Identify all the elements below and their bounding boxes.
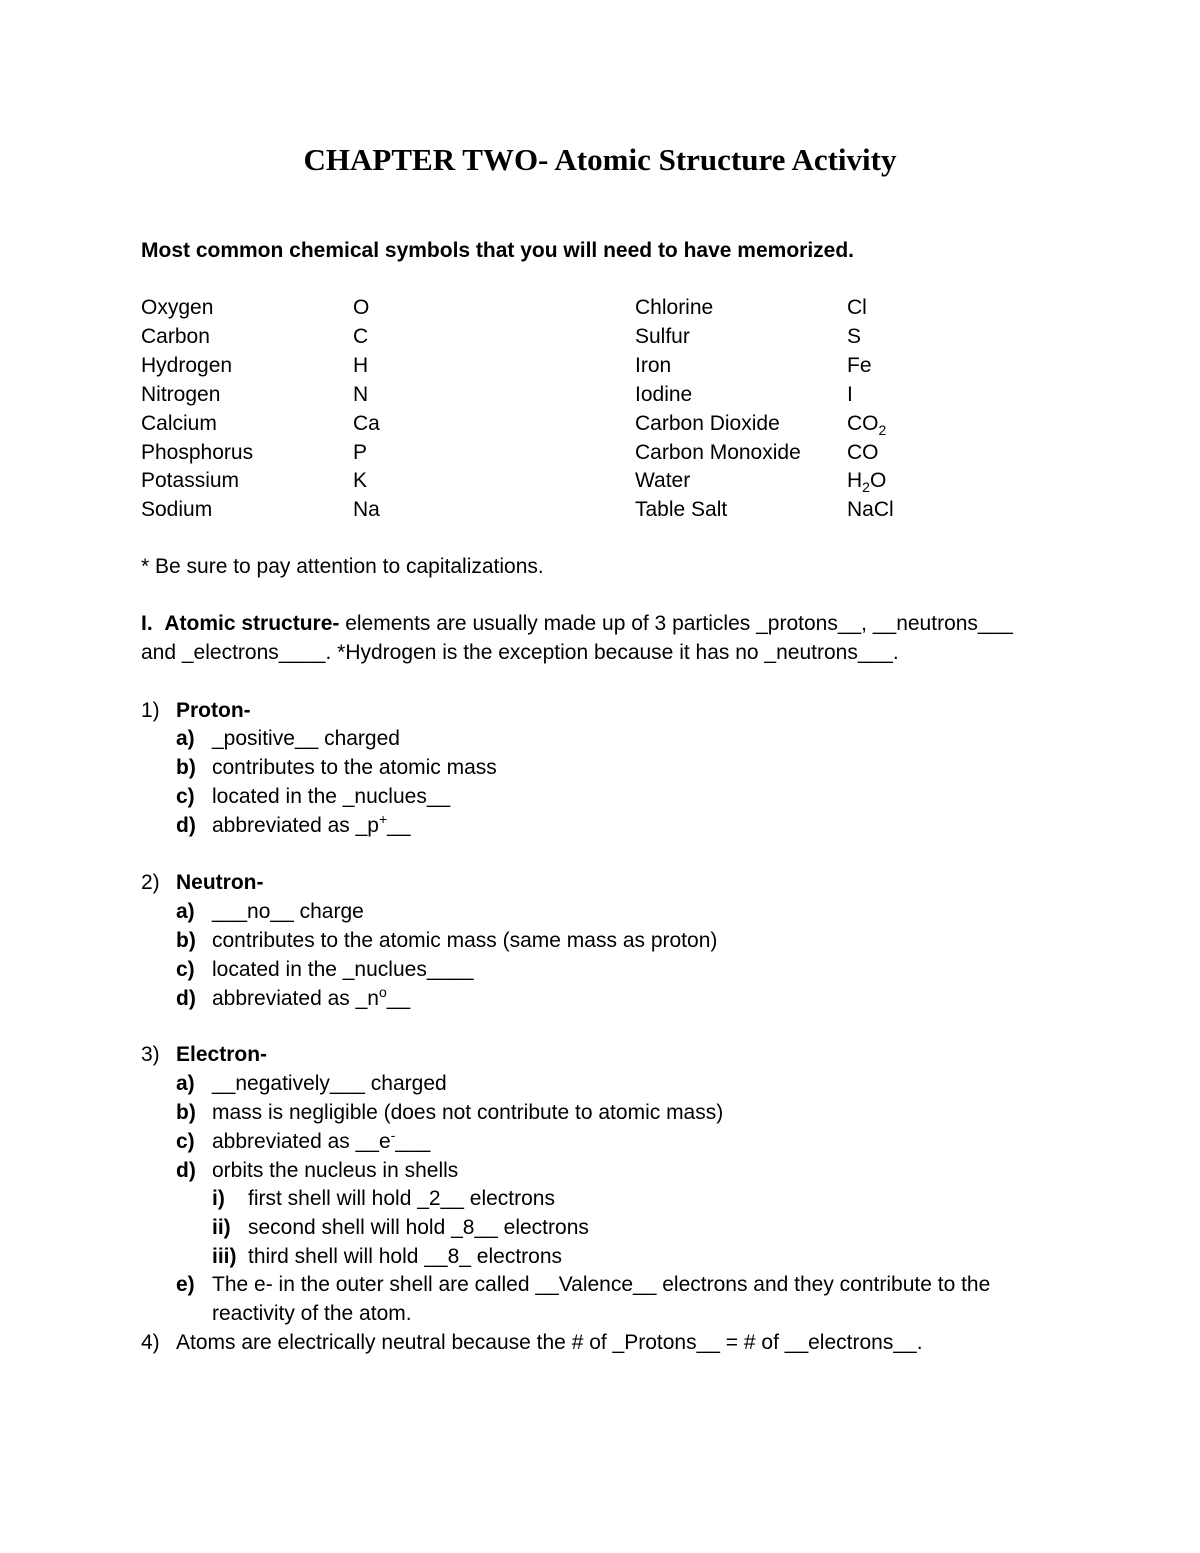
list-item: abbreviated as _p+__ xyxy=(212,811,411,837)
element-symbol: NaCl xyxy=(847,498,894,521)
element-name: Water xyxy=(635,469,691,492)
list-letter: c) xyxy=(176,1130,195,1153)
element-name: Potassium xyxy=(141,469,240,492)
list-item: __negatively___ charged xyxy=(212,1072,447,1095)
list-item: contributes to the atomic mass (same mass as proton) xyxy=(212,929,718,952)
list-item: abbreviated as $\_n^o\_\_$ xyxy=(212,984,411,1010)
list-letter: b) xyxy=(176,929,196,952)
list-letter: c) xyxy=(176,958,195,981)
section-text-line2: and _electrons____. *Hydrogen is the exception because it has no _neutrons___. xyxy=(141,641,899,664)
proton-heading: Proton- xyxy=(176,699,251,722)
list-roman: iii) xyxy=(212,1245,237,1268)
element-symbol: Fe xyxy=(847,354,872,377)
intro-text: Most common chemical symbols that you will need to have memorized. xyxy=(141,239,854,262)
list-item: first shell will hold _2__ electrons xyxy=(248,1187,555,1210)
list-roman: i) xyxy=(212,1187,225,1210)
element-symbol: $CO_2$ xyxy=(847,412,887,439)
element-name: Carbon xyxy=(141,325,210,348)
section-label: I. xyxy=(141,612,153,635)
element-symbol: N xyxy=(353,383,369,406)
element-name: Nitrogen xyxy=(141,383,221,406)
list-item: abbreviated as __e-___ xyxy=(212,1127,431,1153)
element-symbol: Ca xyxy=(353,412,380,435)
element-symbol: S xyxy=(847,325,862,348)
list-letter: a) xyxy=(176,900,195,923)
list-item: contributes to the atomic mass xyxy=(212,756,497,779)
list-letter: a) xyxy=(176,1072,195,1095)
list-item: orbits the nucleus in shells xyxy=(212,1159,459,1182)
element-symbol: C xyxy=(353,325,369,348)
list-item: third shell will hold __8_ electrons xyxy=(248,1245,563,1268)
list-number: 3) xyxy=(141,1043,160,1066)
element-symbol: P xyxy=(353,441,368,464)
list-letter: d) xyxy=(176,1159,196,1182)
list-letter: b) xyxy=(176,1101,196,1124)
element-symbol: $H_2O$ xyxy=(847,469,887,496)
element-name: Sodium xyxy=(141,498,213,521)
element-name: Carbon Dioxide xyxy=(635,412,780,435)
list-item: The e- in the outer shell are called __Valence__ electrons and they contribute to the xyxy=(212,1273,991,1296)
list-item: mass is negligible (does not contribute to atomic mass) xyxy=(212,1101,724,1124)
element-symbol: O xyxy=(353,296,370,319)
element-symbol: I xyxy=(847,383,853,406)
list-number: 1) xyxy=(141,699,160,722)
list-letter: c) xyxy=(176,785,195,808)
element-name: Chlorine xyxy=(635,296,714,319)
element-name: Hydrogen xyxy=(141,354,233,377)
section-heading: Atomic structure- xyxy=(164,612,340,635)
capitalization-note: * Be sure to pay attention to capitalizations. xyxy=(141,555,544,578)
neutron-heading: Neutron- xyxy=(176,871,264,894)
element-symbol: CO xyxy=(847,441,879,464)
section-text: elements are usually made up of 3 particles _protons__, __neutrons___ xyxy=(339,612,1013,635)
list-number: 2) xyxy=(141,871,160,894)
section-atomic-structure xyxy=(141,609,1013,638)
element-name: Table Salt xyxy=(635,498,728,521)
list-item: _positive__ charged xyxy=(212,727,400,750)
list-number: 4) xyxy=(141,1331,160,1354)
list-letter: d) xyxy=(176,814,196,837)
list-letter: e) xyxy=(176,1273,195,1296)
page-title: CHAPTER TWO- Atomic Structure Activity xyxy=(303,142,897,177)
list-item: ___no__ charge xyxy=(212,900,364,923)
element-symbol: Na xyxy=(353,498,380,521)
element-name: Oxygen xyxy=(141,296,214,319)
electron-heading: Electron- xyxy=(176,1043,268,1066)
element-symbol: H xyxy=(353,354,369,377)
list-letter: b) xyxy=(176,756,196,779)
element-name: Calcium xyxy=(141,412,217,435)
element-name: Carbon Monoxide xyxy=(635,441,801,464)
list-item: located in the _nuclues____ xyxy=(212,958,474,981)
element-name: Iodine xyxy=(635,383,693,406)
element-name: Phosphorus xyxy=(141,441,254,464)
list-letter: a) xyxy=(176,727,195,750)
element-name: Sulfur xyxy=(635,325,690,348)
list-item-continued: reactivity of the atom. xyxy=(212,1302,412,1325)
list-roman: ii) xyxy=(212,1216,231,1239)
list-item: located in the _nuclues__ xyxy=(212,785,451,808)
list-item: second shell will hold _8__ electrons xyxy=(248,1216,589,1239)
list-item: Atoms are electrically neutral because the # of _Protons__ = # of __electrons__. xyxy=(176,1331,923,1354)
element-name: Iron xyxy=(635,354,672,377)
list-letter: d) xyxy=(176,987,196,1010)
element-symbol: Cl xyxy=(847,296,867,319)
element-symbol: K xyxy=(353,469,368,492)
